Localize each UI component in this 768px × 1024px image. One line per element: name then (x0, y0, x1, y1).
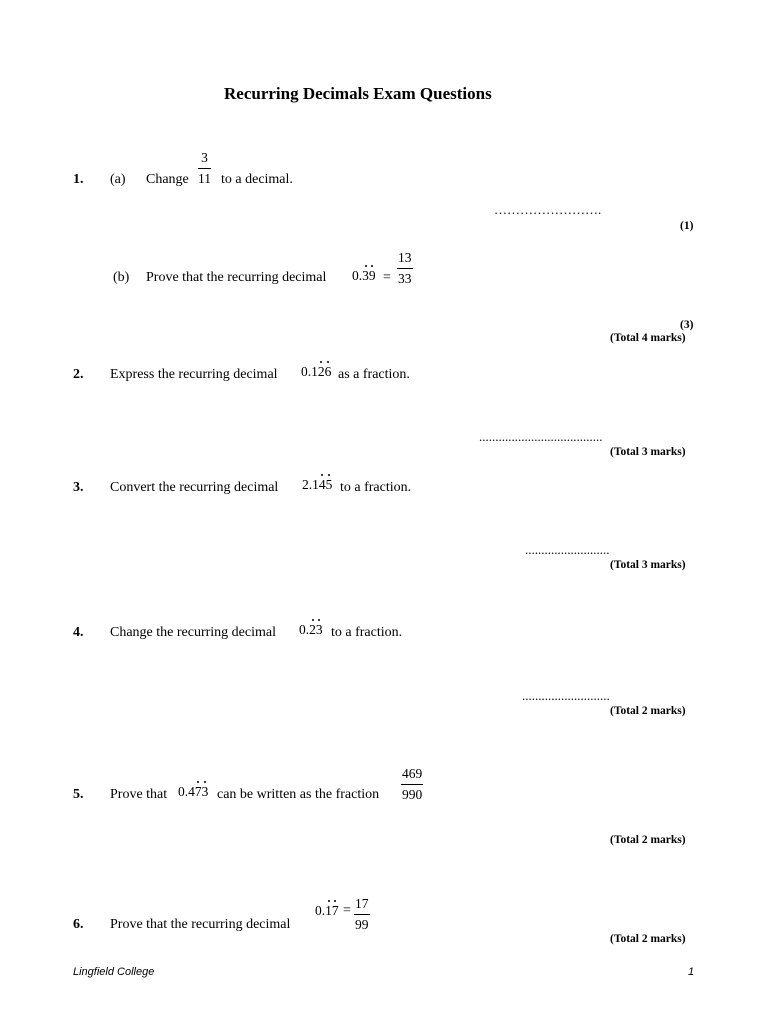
recurring-decimal (178, 784, 208, 800)
question-1a-fraction (198, 151, 211, 185)
question-6-fraction (354, 897, 370, 931)
question-3-number: 3. (73, 480, 84, 495)
decimal-prefix: 0. (299, 622, 310, 637)
recurring-digit: 6 (324, 364, 332, 379)
question-5-text: Prove that (110, 787, 168, 802)
total-marks: (Total 2 marks) (610, 834, 686, 846)
equals-sign: = (383, 270, 391, 285)
recurring-digit: 3 (315, 622, 323, 637)
fraction-denominator: 990 (402, 786, 423, 802)
recurring-digit: 7 (194, 784, 202, 799)
question-4-text: Change the recurring decimal (110, 625, 276, 640)
footer-school: Lingfield College (73, 966, 155, 978)
total-marks: (Total 2 marks) (610, 933, 686, 945)
total-marks: (Total 3 marks) (610, 559, 686, 571)
recurring-decimal (315, 903, 339, 919)
question-4-text-after: to a fraction. (331, 625, 403, 640)
decimal-prefix: 0.4 (178, 784, 195, 799)
recurring-decimal (302, 477, 332, 493)
answer-line: .......................... (525, 542, 610, 557)
fraction-numerator: 3 (198, 151, 211, 169)
question-2-number: 2. (73, 367, 84, 382)
answer-line: ...................................... (479, 429, 603, 444)
recurring-digit: 3 (201, 784, 209, 799)
fraction-denominator: 11 (198, 170, 211, 186)
page-title: Recurring Decimals Exam Questions (224, 84, 492, 103)
question-2-text: Express the recurring decimal (110, 367, 278, 382)
recurring-digit: 7 (331, 903, 339, 918)
question-1b-label: (b) (113, 270, 130, 285)
question-1a-text: Change (146, 172, 189, 187)
answer-line: ........................... (522, 688, 610, 703)
decimal-prefix: 0. (315, 903, 326, 918)
total-marks: (Total 3 marks) (610, 446, 686, 458)
question-1b-text: Prove that the recurring decimal (146, 270, 327, 285)
question-5-fraction (401, 767, 423, 801)
recurring-digit: 1 (325, 903, 332, 918)
marks-label: (1) (680, 220, 694, 232)
recurring-decimal (352, 268, 376, 284)
fraction-denominator: 33 (398, 270, 412, 286)
question-1b-fraction (397, 251, 413, 285)
total-marks: (Total 2 marks) (610, 705, 686, 717)
marks-label: (3) (680, 319, 694, 331)
recurring-digit: 9 (368, 268, 376, 283)
question-1a-label: (a) (110, 172, 126, 187)
question-5-number: 5. (73, 787, 84, 802)
question-4-number: 4. (73, 625, 84, 640)
fraction-numerator: 13 (397, 251, 413, 269)
recurring-decimal (299, 622, 323, 638)
fraction-numerator: 17 (354, 897, 370, 915)
recurring-digit: 2 (317, 364, 325, 379)
recurring-digit: 5 (325, 477, 333, 492)
recurring-digit: 3 (362, 268, 369, 283)
recurring-digit: 2 (309, 622, 316, 637)
decimal-prefix: 0. (352, 268, 363, 283)
question-6-number: 6. (73, 917, 84, 932)
question-6-text: Prove that the recurring decimal (110, 917, 291, 932)
recurring-decimal (301, 364, 331, 380)
question-1a-text-after: to a decimal. (221, 172, 293, 187)
question-2-text-after: as a fraction. (338, 367, 410, 382)
decimal-prefix: 2.1 (302, 477, 319, 492)
question-3-text: Convert the recurring decimal (110, 480, 279, 495)
answer-line: ……………………. (494, 202, 602, 217)
question-5-text-after: can be written as the fraction (217, 787, 380, 802)
recurring-digit: 4 (318, 477, 326, 492)
decimal-prefix: 0.1 (301, 364, 318, 379)
fraction-numerator: 469 (401, 767, 423, 785)
footer-page-number: 1 (688, 966, 695, 978)
total-marks: (Total 4 marks) (610, 332, 686, 344)
equals-sign: = (343, 903, 351, 918)
question-3-text-after: to a fraction. (340, 480, 412, 495)
question-1-number: 1. (73, 172, 84, 187)
fraction-denominator: 99 (355, 916, 369, 932)
